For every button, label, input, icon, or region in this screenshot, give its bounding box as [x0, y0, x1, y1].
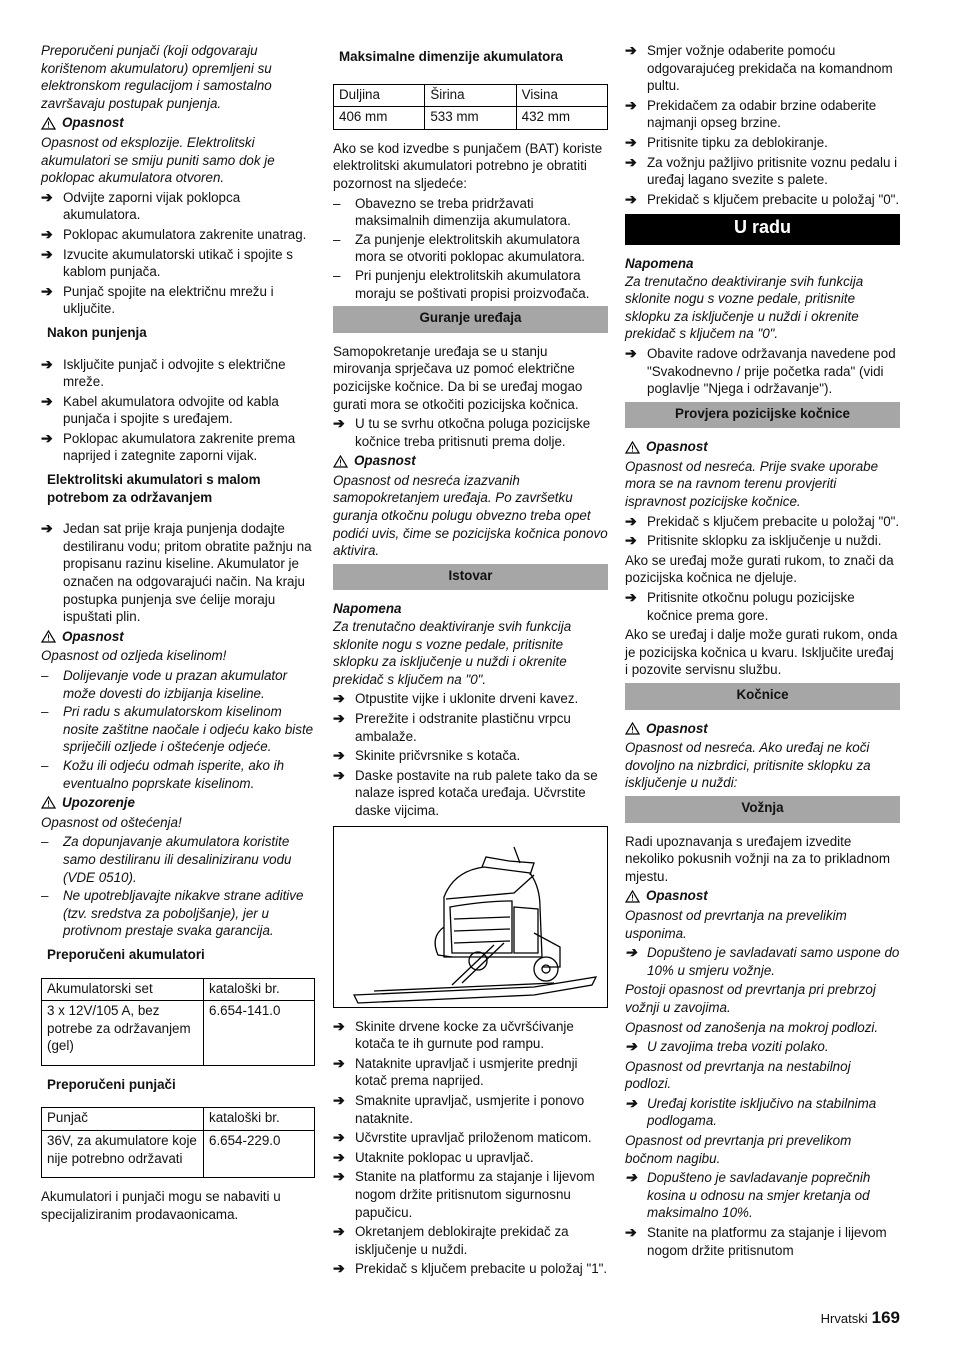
step-item: ➔ Dopušteno je savladavati samo uspone do 10% u smjeru vožnje.: [625, 944, 900, 978]
arrow-icon: ➔: [625, 1169, 637, 1186]
arrow-icon: ➔: [333, 1168, 345, 1185]
step-item: ➔ Punjač spojite na električnu mrežu i uključite.: [41, 282, 274, 317]
driving-text: Radi upoznavanja s uređajem izvedite nekoliko pokusnih vožnji na za to prikladnom mjestu.: [625, 833, 890, 884]
arrow-icon: ➔: [41, 245, 53, 262]
availability-text: Akumulatori i punjači mogu se nabaviti u specijaliziranim prodavaonicama.: [41, 1189, 281, 1222]
step-item: ➔ Utaknite poklopac u upravljač.: [333, 1148, 534, 1165]
dash-item: – Ne upotrebljavajte nikakve strane aditive (tzv. sredstva za poboljšanje), jer u protivnom prestaje svaka garancija.: [41, 888, 304, 939]
caution-heading: Upozorenje: [41, 794, 315, 812]
dash-item: – Pri punjenju elektrolitskih akumulatora moraju se poštivati propisi proizvođača.: [333, 267, 590, 301]
warning-text: Opasnost od nesreća. Ako uređaj ne koči dovoljno na nizbrdici, pritisnite sklopku za isključenje u nuždi:: [625, 740, 871, 791]
warning-text: Opasnost od ozljeda kiselinom!: [41, 648, 227, 664]
step-item: ➔ Prekidačem za odabir brzine odaberite najmanji opseg brzine.: [625, 96, 877, 131]
step-item: ➔ Isključite punjač i odvojite s električne mreže.: [41, 355, 286, 390]
arrow-icon: ➔: [625, 1038, 637, 1055]
dash-item: – Obavezno se treba pridržavati maksimalnih dimenzija akumulatora.: [333, 195, 571, 229]
step-item: ➔ Učvrstite upravljač priloženom maticom.: [333, 1129, 592, 1146]
page-number: 169: [871, 1308, 900, 1327]
arrow-icon: ➔: [625, 1224, 637, 1241]
arrow-icon: ➔: [625, 944, 637, 961]
step-item: ➔ Poklopac akumulatora zakrenite unatrag.: [41, 225, 307, 242]
section-bar-guranje: Guranje uređaja: [333, 306, 608, 333]
table-row: Duljina Širina Visina: [334, 84, 608, 107]
arrow-icon: ➔: [333, 747, 345, 764]
table-row: 3 x 12V/105 A, bez potrebe za održavanjem (gel) 6.654-141.0: [42, 1001, 315, 1066]
section-bar-istovar: Istovar: [333, 564, 608, 591]
arrow-icon: ➔: [41, 282, 53, 299]
arrow-icon: ➔: [625, 1094, 637, 1111]
warning-triangle-icon: [41, 117, 56, 130]
column-1: [41, 42, 315, 1225]
warning-text: Opasnost od prevrtanja na prevelikim usponima.: [625, 907, 847, 941]
arrow-icon: ➔: [333, 415, 345, 432]
arrow-icon: ➔: [41, 225, 53, 242]
table-row: 406 mm 533 mm 432 mm: [334, 107, 608, 130]
battery-table: [41, 978, 315, 1066]
step-item: ➔ Poklopac akumulatora zakrenite prema naprijed i zategnite zaporni vijak.: [41, 429, 296, 464]
warning-heading: Opasnost: [625, 887, 900, 905]
subheading-elektro: Elektrolitski akumulatori s malom potrebom za održavanjem: [47, 472, 261, 505]
step-item: ➔ U tu se svrhu otkočna poluga pozicijske kočnice treba pritisnuti prema dolje.: [333, 415, 591, 449]
brake-fault-text: Ako se uređaj i dalje može gurati rukom, onda je pozicijska kočnica u kvaru. Isključite uređaj i pozovite servisnu službu.: [625, 627, 898, 678]
subheading-nakon: Nakon punjenja: [47, 324, 147, 340]
arrow-icon: ➔: [333, 1054, 345, 1071]
step-item: ➔ Skinite pričvrsnike s kotača.: [333, 747, 521, 764]
arrow-icon: ➔: [625, 190, 637, 207]
arrow-icon: ➔: [333, 690, 345, 707]
guranje-text: Samopokretanje uređaja se u stanju mirovanja sprječava uz pomoć električne pozicijske kočnice. Da bi se uređaj mogao gurati mora se otkočiti pozicijska kočnica.: [333, 343, 583, 412]
warning-triangle-icon: [41, 630, 56, 643]
section-bar-kocnice: Kočnice: [625, 683, 900, 710]
step-item: ➔ Odvijte zaporni vijak poklopca akumulatora.: [41, 188, 241, 223]
warning-triangle-icon: [625, 890, 640, 903]
table-row: 36V, za akumulatore koje nije potrebno održavati 6.654-229.0: [42, 1131, 315, 1178]
charger-table: [41, 1107, 315, 1178]
arrow-icon: ➔: [41, 355, 53, 372]
arrow-icon: ➔: [333, 710, 345, 726]
warning-triangle-icon: [625, 441, 640, 454]
subheading-punjaci: Preporučeni punjači: [47, 1076, 176, 1092]
step-item: ➔ Pritisnite sklopku za isključenje u nuždi.: [625, 532, 882, 549]
section-bar-voznja: Vožnja: [625, 796, 900, 823]
step-list-2: [41, 356, 315, 466]
step-item: ➔ Jedan sat prije kraja punjenja dodajte destiliranu vodu; pritom obratite pažnju na propisanu razinu kiseline. Akumulator je označen na odgovarajući način. Na kraju postupka punjenja sve ćelije moraju ispuštati plin.: [41, 520, 312, 625]
table-row: Akumulatorski set kataloški br.: [42, 978, 315, 1001]
warning-text: Postoji opasnost od prevrtanja pri prebrzoj vožnji u zavojima.: [625, 982, 876, 1015]
arrow-icon: ➔: [333, 1148, 345, 1165]
dash-item: – Kožu ili odjeću odmah isperite, ako ih eventualno poprskate kiselinom.: [41, 757, 285, 791]
arrow-icon: ➔: [625, 42, 637, 58]
dash-item: – Pri radu s akumulatorskom kiselinom nosite zaštitne naočale i odjeću kako biste spriječili ozljede i oštećenje odjeće.: [41, 704, 314, 755]
column-2: [333, 42, 608, 1280]
step-item: ➔ Okretanjem deblokirajte prekidač za isključenje u nuždi.: [333, 1223, 569, 1257]
note-heading: Napomena: [333, 601, 402, 617]
brake-text: Ako se uređaj može gurati rukom, to znači da pozicijska kočnica ne djeluje.: [625, 552, 894, 586]
dimensions-table: [333, 84, 608, 130]
warning-text: Opasnost od zanošenja na mokroj podlozi.: [625, 1019, 879, 1035]
arrow-icon: ➔: [625, 344, 637, 361]
step-item: ➔ Pritisnite tipku za deblokiranje.: [625, 133, 828, 150]
arrow-icon: ➔: [41, 429, 53, 446]
step-item: ➔ Stanite na platformu za stajanje i lijevom nogom držite pritisnutom sigurnosnu papučicu.: [333, 1168, 595, 1220]
warning-text: Opasnost od nesreća izazvanih samopokretanjem uređaja. Po završetku guranja otkočnu polugu obvezno treba opet podići uvis, čime se pozicijska kočnica ponovo aktivira.: [333, 472, 608, 559]
warning-text: Opasnost od prevrtanja pri prevelikom bočnom nagibu.: [625, 1133, 852, 1166]
warning-triangle-icon: [625, 722, 640, 735]
arrow-icon: ➔: [41, 392, 53, 409]
step-item: ➔ Nataknite upravljač i usmjerite prednji kotač prema naprijed.: [333, 1054, 578, 1089]
column-3: [625, 42, 900, 1261]
warning-heading: Opasnost: [333, 452, 608, 470]
arrow-icon: ➔: [41, 188, 53, 205]
warning-triangle-icon: [41, 796, 56, 809]
step-item: ➔ Daske postavite na rub palete tako da se nalaze ispred kotača uređaja. Učvrstite daske vijcima.: [333, 766, 598, 818]
step-item: ➔ Uređaj koristite isključivo na stabilnima podlogama.: [625, 1094, 877, 1129]
step-item: ➔ Prekidač s ključem prebacite u položaj "0".: [625, 190, 900, 207]
page-footer: [821, 1309, 900, 1328]
machine-drawing: [334, 827, 607, 1007]
bat-text: Ako se kod izvedbe s punjačem (BAT) koriste elektrolitski akumulatori potrebno je obratiti pozornost na sljedeće:: [333, 140, 603, 191]
note-heading: Napomena: [625, 255, 694, 271]
step-item: ➔ Prekidač s ključem prebacite u položaj "1".: [333, 1260, 608, 1277]
machine-on-pallet-illustration: [333, 826, 608, 1008]
step-item: ➔ U zavojima treba voziti polako.: [625, 1038, 829, 1055]
table-row: Punjač kataloški br.: [42, 1108, 315, 1131]
step-item: ➔ Dopušteno je savladavanje poprečnih kosina u odnosu na smjer kretanja od maksimalno 10%.: [625, 1169, 871, 1221]
arrow-icon: ➔: [333, 766, 345, 783]
step-list-1: [41, 189, 315, 318]
language-label: Hrvatski: [820, 1311, 868, 1326]
note-text: Za trenutačno deaktiviranje svih funkcija sklonite nogu s vozne pedale, pritisnite sklopku za isključenje u nuždi i okrenite prekidač s ključem na "0".: [625, 273, 864, 342]
arrow-icon: ➔: [333, 1129, 345, 1146]
step-item: ➔ Otpustite vijke i uklonite drveni kavez.: [333, 690, 579, 707]
dash-item: – Dolijevanje vode u prazan akumulator može dovesti do izbijanja kiseline.: [41, 668, 288, 701]
arrow-icon: ➔: [333, 1091, 345, 1108]
subheading-akumulatori: Preporučeni akumulatori: [47, 946, 205, 962]
arrow-icon: ➔: [625, 133, 637, 150]
step-item: ➔ Izvucite akumulatorski utikač i spojite s kablom punjača.: [41, 245, 293, 280]
arrow-icon: ➔: [333, 1017, 345, 1034]
step-item: ➔ Pritisnite otkočnu polugu pozicijske kočnice prema gore.: [625, 589, 855, 623]
warning-triangle-icon: [333, 455, 348, 468]
step-item: ➔ Skinite drvene kocke za učvršćivanje kotača te ih gurnute pod rampu.: [333, 1017, 574, 1052]
step-item: ➔ Prerežite i odstranite plastičnu vrpcu ambalaže.: [333, 710, 571, 744]
step-item: ➔ Prekidač s ključem prebacite u položaj "0".: [625, 512, 900, 529]
step-item: ➔ Stanite na platformu za stajanje i lijevom nogom držite pritisnutom: [625, 1224, 887, 1258]
note-text: Za trenutačno deaktiviranje svih funkcija sklonite nogu s vozne pedale, pritisnite sklopku za isključenje u nuždi i okrenite prekidač s ključem na "0".: [333, 619, 572, 687]
warning-heading: Opasnost: [41, 114, 315, 132]
arrow-icon: ➔: [333, 1223, 345, 1240]
step-item: ➔ Smaknite upravljač, usmjerite i ponovo nataknite.: [333, 1091, 585, 1126]
dash-item: – Za dopunjavanje akumulatora koristite samo destiliranu ili desaliniziranu vodu (VDE 0510).: [41, 834, 292, 885]
arrow-icon: ➔: [625, 532, 637, 549]
step-item: ➔ Za vožnju pažljivo pritisnite voznu pedalu i uređaj lagano svezite s palete.: [625, 153, 898, 188]
warning-heading: Opasnost: [41, 628, 315, 646]
arrow-icon: ➔: [625, 512, 637, 529]
section-title-u-radu: U radu: [625, 214, 900, 245]
arrow-icon: ➔: [625, 589, 637, 606]
arrow-icon: ➔: [333, 1260, 345, 1277]
section-bar-provjera: Provjera pozicijske kočnice: [625, 402, 900, 429]
warning-text: Opasnost od nesreća. Prije svake uporabe mora se na ravnom terenu provjeriti ispravnost pozicijske kočnice.: [625, 458, 879, 510]
caution-text: Opasnost od oštećenja!: [41, 814, 182, 830]
warning-text: Opasnost od eksplozije. Elektrolitski akumulatori se smiju puniti samo dok je poklopac akumulatora otvoren.: [41, 134, 275, 186]
arrow-icon: ➔: [41, 520, 53, 537]
warning-text: Opasnost od prevrtanja na nestabilnoj podlozi.: [625, 1058, 851, 1092]
step-item: ➔ Kabel akumulatora odvojite od kabla punjača i spojite s uređajem.: [41, 392, 279, 427]
subheading-max-dim: Maksimalne dimenzije akumulatora: [339, 49, 563, 64]
step-item: ➔ Smjer vožnje odaberite pomoću odgovarajućeg prekidača na komandnom pultu.: [625, 42, 893, 94]
warning-heading: Opasnost: [625, 438, 900, 456]
arrow-icon: ➔: [625, 153, 637, 170]
warning-heading: Opasnost: [625, 720, 900, 738]
step-item: ➔ Obavite radove održavanja navedene pod "Svakodnevno / prije početka rada" (vidi poglavlje "Njega i održavanje").: [625, 344, 896, 397]
dash-item: – Za punjenje elektrolitskih akumulatora mora se otvoriti poklopac akumulatora.: [333, 231, 585, 265]
intro-text: Preporučeni punjači (koji odgovaraju korištenom akumulatoru) opremljeni su elektronskom regulacijom i samostalno završavaju postupak punjenja.: [41, 43, 272, 111]
arrow-icon: ➔: [625, 96, 637, 113]
